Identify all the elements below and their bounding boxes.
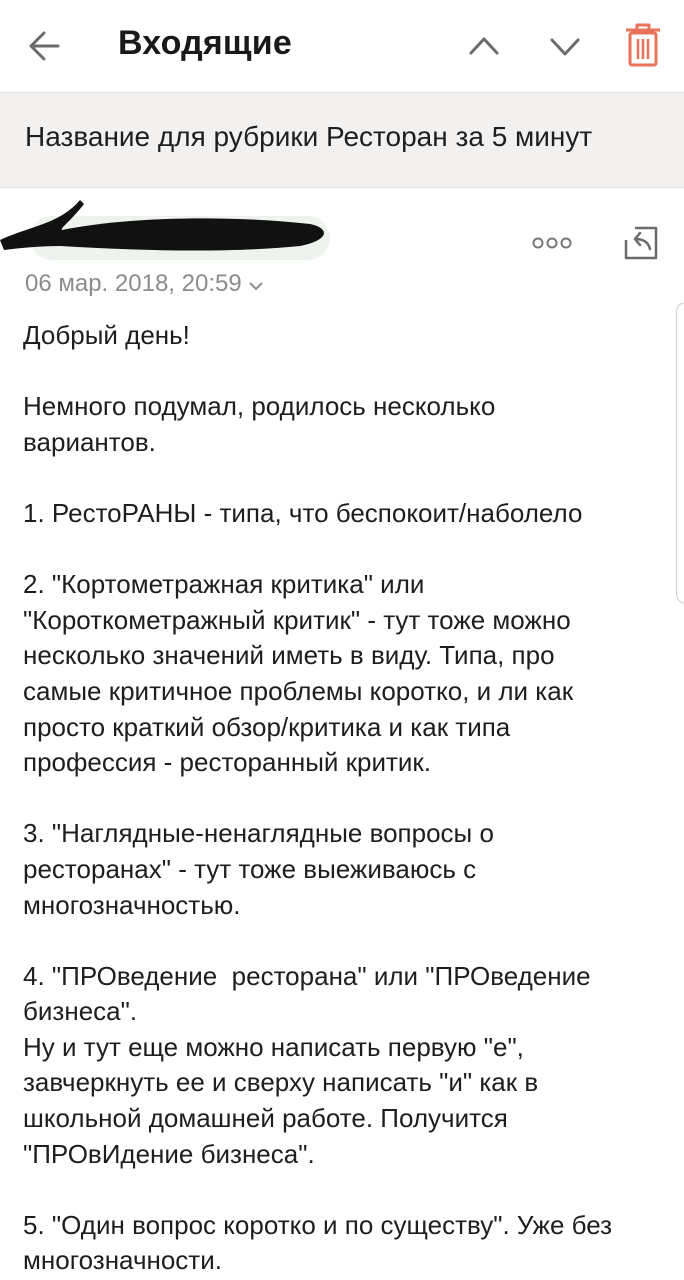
body-item-1: 1. РестоРАНЫ - типа, что беспокоит/наболело: [23, 497, 583, 528]
trash-icon: [620, 20, 666, 70]
more-options-button[interactable]: [530, 232, 574, 254]
redaction-scribble: [0, 196, 340, 266]
body-item-5: 5. "Один вопрос коротко и по существу". Уже без многозначности.: [23, 1209, 613, 1276]
top-bar: [0, 0, 684, 92]
folder-title: Входящие: [118, 24, 293, 62]
back-button[interactable]: [24, 22, 68, 70]
body-item-2: 2. "Кортометражная критика" или "Короткометражный критик" - тут тоже можно несколько значений иметь в виду. Типа, про самые критичное проблемы коротко, и ли как просто краткий обзор/критика и как типа профессия - ресторанный критик.: [23, 569, 574, 778]
chevron-up-icon: [462, 24, 506, 68]
reply-icon: [620, 222, 662, 264]
next-message-button[interactable]: [543, 24, 587, 68]
subject-bar: [0, 92, 684, 188]
chevron-down-icon: [543, 24, 587, 68]
scroll-handle[interactable]: [676, 302, 684, 604]
body-item-4: 4. "ПРОведение ресторана" или "ПРОведение бизнеса". Ну и тут еще можно написать первую "е", завчеркнуть ее и сверху написать "и" как в школьной домашней работе. Получится "ПРОвИдение бизнеса".: [23, 960, 591, 1169]
reply-button[interactable]: [620, 222, 662, 264]
body-item-3: 3. "Наглядные-ненаглядные вопросы о ресторанах" - тут тоже выеживаюсь с многозначностью.: [23, 818, 494, 920]
sender-redacted: [0, 196, 340, 266]
body-intro: Немного подумал, родилось несколько вариантов.: [23, 391, 496, 457]
previous-message-button[interactable]: [462, 24, 506, 68]
date-text: 06 мар. 2018, 20:59: [25, 270, 242, 297]
body-greeting: Добрый день!: [23, 320, 190, 350]
message-body: [23, 318, 663, 1279]
message-date[interactable]: [25, 270, 264, 298]
delete-button[interactable]: [620, 20, 666, 70]
chevron-down-icon: [248, 280, 264, 292]
message-subject: Название для рубрики Ресторан за 5 минут: [25, 121, 593, 152]
back-arrow-icon: [24, 22, 68, 70]
more-dots-icon: [530, 232, 574, 254]
